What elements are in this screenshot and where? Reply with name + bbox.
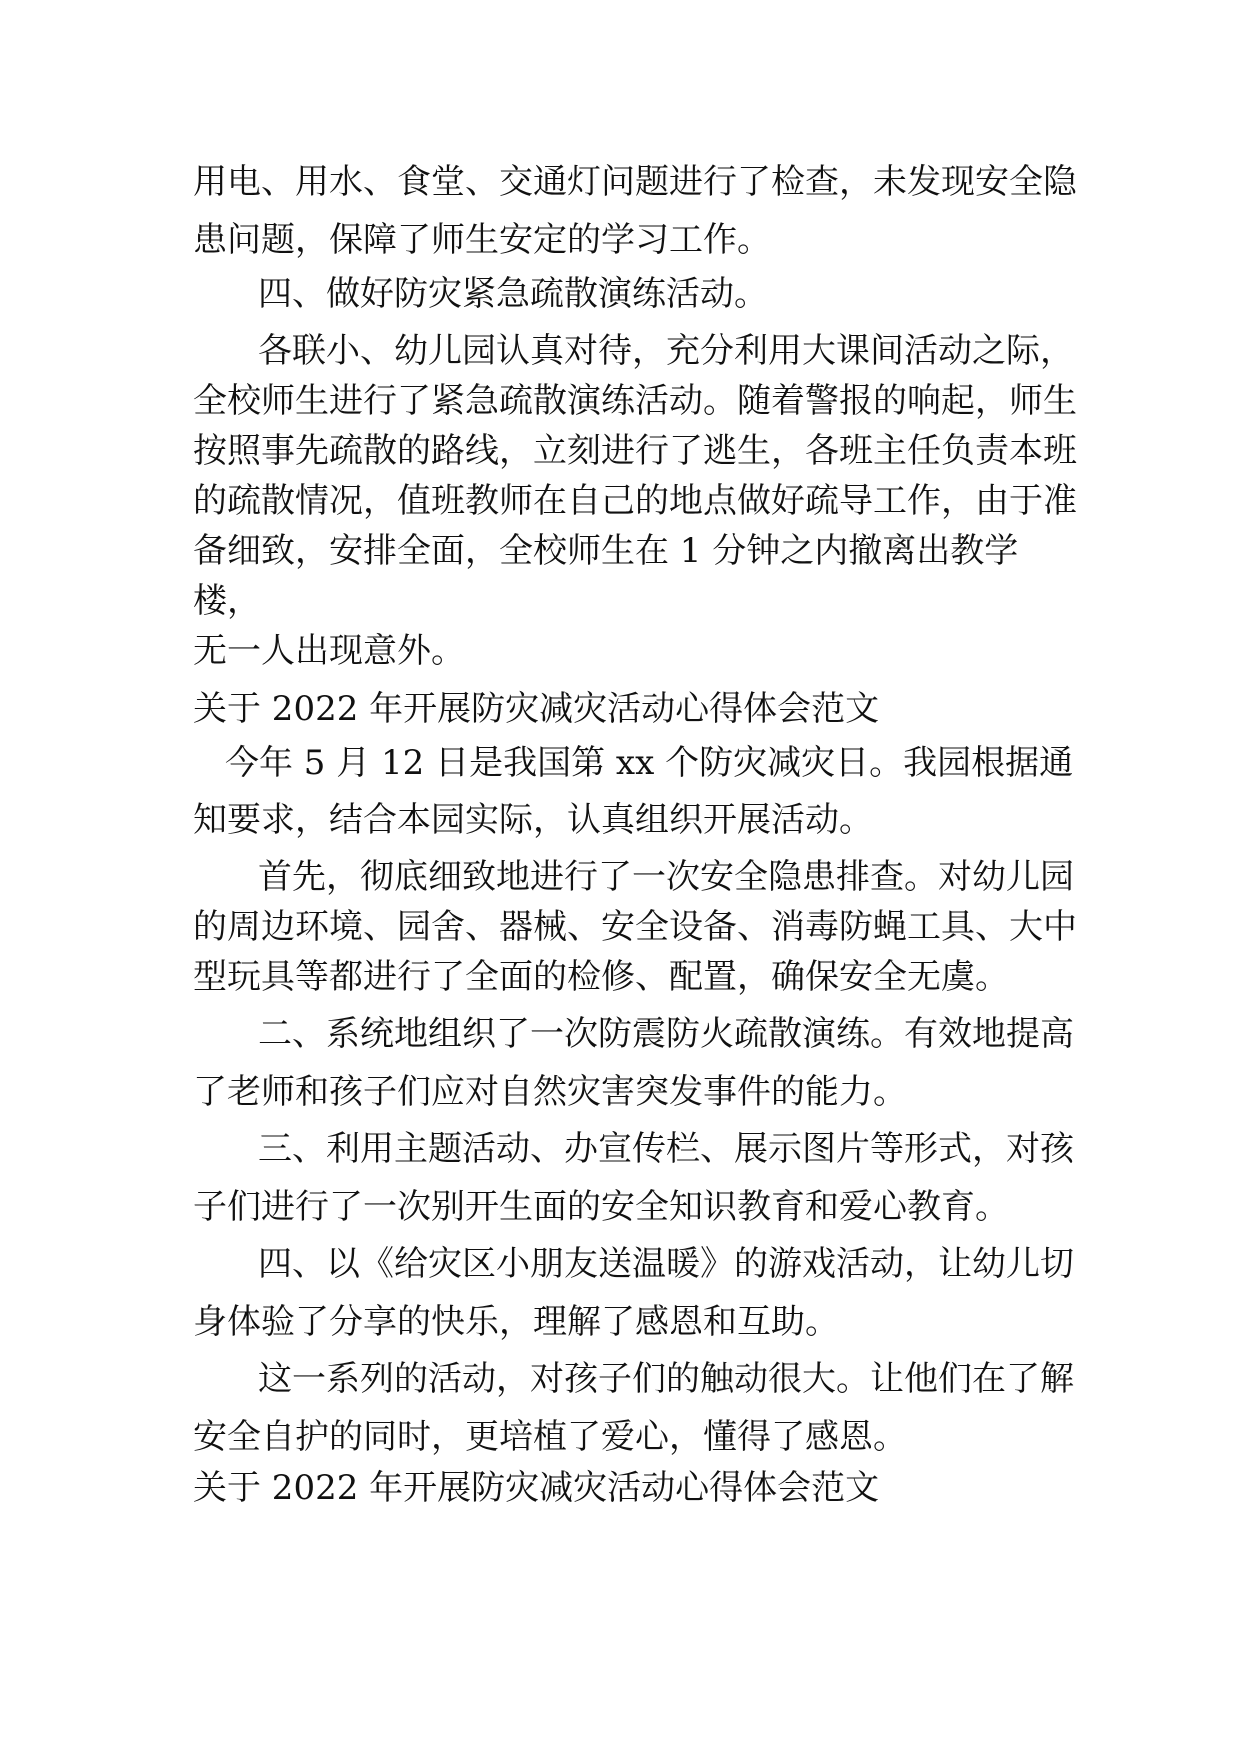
body-text-line: 今年 5 月 12 日是我国第 xx 个防灾减灾日。我园根据通 xyxy=(225,743,1074,783)
document-title: 关于 2022 年开展防灾减灾活动心得体会范文 xyxy=(193,1468,880,1508)
body-text-line: 知要求，结合本园实际，认真组织开展活动。 xyxy=(193,800,873,840)
body-text-line: 患问题，保障了师生安定的学习工作。 xyxy=(193,220,771,260)
body-text-line: 的周边环境、园舍、器械、安全设备、消毒防蝇工具、大中 xyxy=(193,907,1077,947)
body-text-line: 四、以《给灾区小朋友送温暖》的游戏活动，让幼儿切 xyxy=(258,1244,1074,1284)
body-text-line: 楼， xyxy=(193,581,261,621)
body-text-line: 各联小、幼儿园认真对待，充分利用大课间活动之际， xyxy=(258,331,1074,371)
body-text-line: 无一人出现意外。 xyxy=(193,631,465,671)
body-text-line: 按照事先疏散的路线，立刻进行了逃生，各班主任负责本班 xyxy=(193,431,1077,471)
body-text-line: 三、利用主题活动、办宣传栏、展示图片等形式，对孩 xyxy=(258,1129,1074,1169)
body-text-line: 的疏散情况，值班教师在自己的地点做好疏导工作，由于准 xyxy=(193,481,1077,521)
body-text-line: 了老师和孩子们应对自然灾害突发事件的能力。 xyxy=(193,1072,907,1112)
body-text-line: 子们进行了一次别开生面的安全知识教育和爱心教育。 xyxy=(193,1187,1009,1227)
body-text-line: 备细致，安排全面，全校师生在 1 分钟之内撤离出教学 xyxy=(193,531,1019,571)
body-text-line: 身体验了分享的快乐，理解了感恩和互助。 xyxy=(193,1302,839,1342)
body-text-line: 用电、用水、食堂、交通灯问题进行了检查，未发现安全隐 xyxy=(193,162,1077,202)
section-heading: 四、做好防灾紧急疏散演练活动。 xyxy=(258,274,768,314)
body-text-line: 二、系统地组织了一次防震防火疏散演练。有效地提高 xyxy=(258,1014,1074,1054)
document-title: 关于 2022 年开展防灾减灾活动心得体会范文 xyxy=(193,689,880,729)
body-text-line: 全校师生进行了紧急疏散演练活动。随着警报的响起，师生 xyxy=(193,381,1077,421)
body-text-line: 安全自护的同时，更培植了爱心，懂得了感恩。 xyxy=(193,1417,907,1457)
body-text-line: 首先，彻底细致地进行了一次安全隐患排查。对幼儿园 xyxy=(258,857,1074,897)
body-text-line: 这一系列的活动，对孩子们的触动很大。让他们在了解 xyxy=(258,1359,1074,1399)
body-text-line: 型玩具等都进行了全面的检修、配置，确保安全无虞。 xyxy=(193,957,1009,997)
